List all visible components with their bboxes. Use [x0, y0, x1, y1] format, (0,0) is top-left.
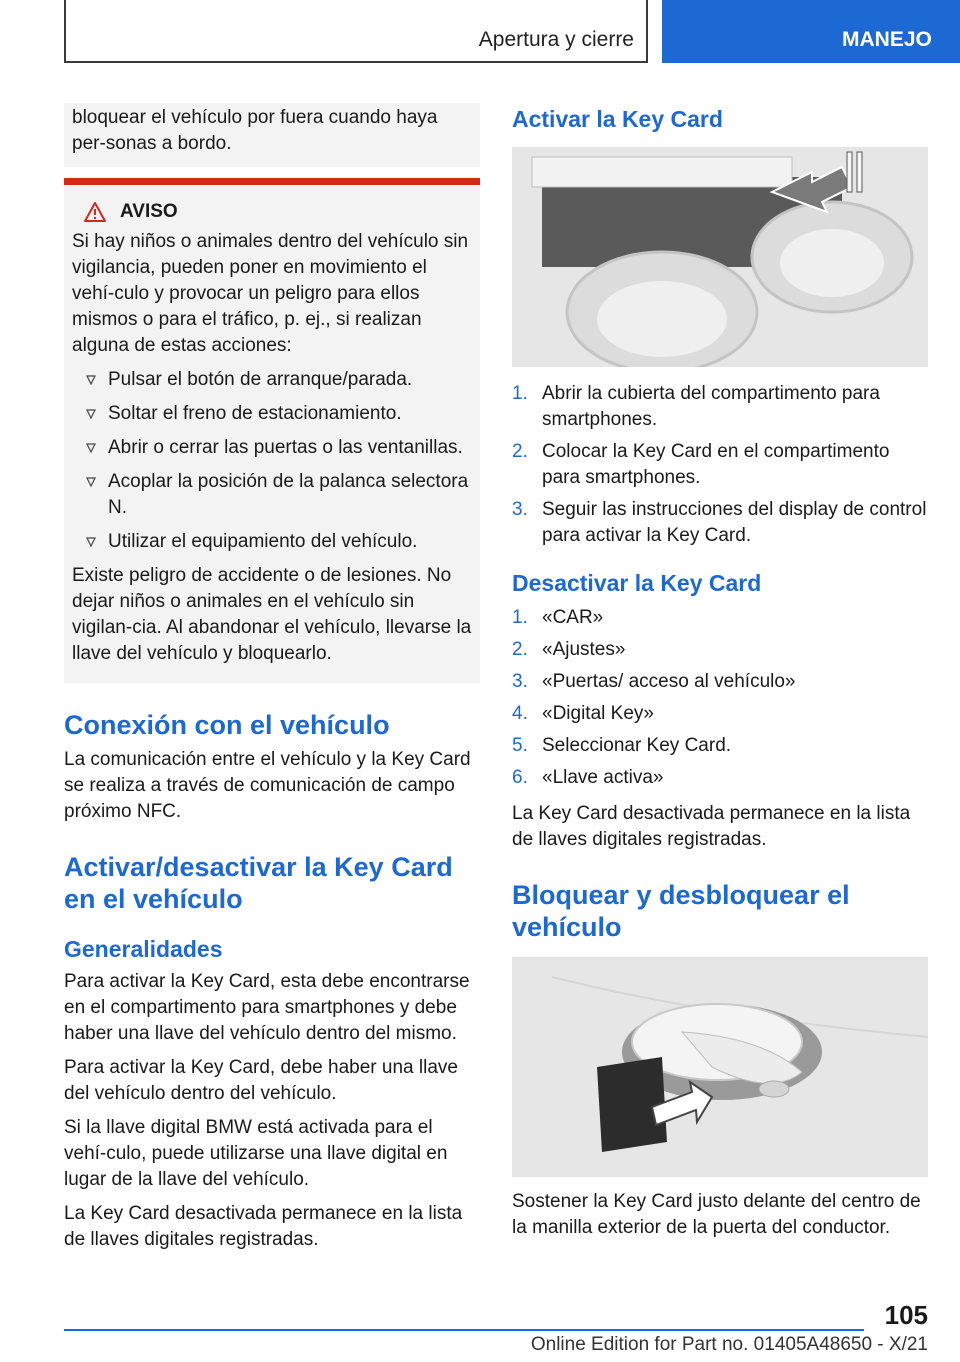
- paragraph-desactivar-note: La Key Card desactivada permanece en la lista de llaves digitales registradas.: [512, 803, 911, 850]
- warning-list: [72, 367, 472, 555]
- page-number: 105: [884, 1300, 928, 1330]
- illustration-caption: Sostener la Key Card justo delante del centro de la manilla exterior de la puerta del conductor.: [512, 1191, 921, 1238]
- step-item: 1. «CAR»: [512, 607, 604, 628]
- right-column: [512, 103, 928, 1249]
- step-item: 6. «Llave activa»: [512, 767, 664, 788]
- step-item: 3. Seguir las instrucciones del display de control para activar la Key Card.: [512, 499, 927, 546]
- triangle-bullet-icon: [86, 375, 96, 385]
- warning-list-item: Acoplar la posición de la palanca selectora N.: [72, 469, 472, 521]
- footer-divider: [64, 1329, 864, 1331]
- deactivation-steps: [512, 605, 928, 791]
- header-section-tab: [64, 0, 648, 63]
- warning-box: [64, 178, 480, 683]
- warning-triangle-icon: [84, 202, 106, 222]
- activation-steps: [512, 381, 928, 549]
- step-item: 1. Abrir la cubierta del compartimento para smartphones.: [512, 383, 880, 430]
- subheading-activar-key-card: Activar la Key Card: [512, 106, 723, 132]
- warning-heading: [84, 199, 472, 225]
- smartphone-compartment-illustration: [512, 147, 928, 367]
- step-item: 5. Seleccionar Key Card.: [512, 735, 732, 756]
- footer-edition: Online Edition for Part no. 01405A48650 - X/21: [530, 1334, 928, 1355]
- header-chapter-tab: MANEJO: [662, 0, 960, 63]
- warning-title: AVISO: [120, 201, 178, 222]
- warning-list-item: Abrir o cerrar las puertas o las ventanillas.: [72, 435, 472, 461]
- section-heading-activar-desactivar: Activar/desactivar la Key Card en el vehículo: [64, 852, 453, 914]
- triangle-bullet-icon: [86, 443, 96, 453]
- triangle-bullet-icon: [86, 477, 96, 487]
- paragraph: Para activar la Key Card, debe haber una llave del vehículo dentro del vehículo.: [64, 1057, 458, 1104]
- section-heading-conexion: Conexión con el vehículo: [64, 710, 390, 740]
- left-column: [64, 103, 480, 1261]
- subheading-generalidades: Generalidades: [64, 936, 223, 962]
- paragraph: Para activar la Key Card, esta debe encontrarse en el compartimento para smartphones y debe haber una llave del vehículo dentro del mismo.: [64, 971, 470, 1044]
- paragraph: Si la llave digital BMW está activada para el vehí-culo, puede utilizarse una llave digital en lugar de la llave del vehículo.: [64, 1117, 448, 1190]
- triangle-bullet-icon: [86, 537, 96, 547]
- paragraph-conexion: La comunicación entre el vehículo y la Key Card se realiza a través de comunicación de campo próximo NFC.: [64, 749, 471, 822]
- paragraph: La Key Card desactivada permanece en la lista de llaves digitales registradas.: [64, 1203, 463, 1250]
- warning-list-item: Soltar el freno de estacionamiento.: [72, 401, 472, 427]
- step-item: 4. «Digital Key»: [512, 703, 654, 724]
- step-item: 2. Colocar la Key Card en el compartimento para smartphones.: [512, 441, 890, 488]
- continued-note-text: bloquear el vehículo por fuera cuando haya per-sonas a bordo.: [72, 107, 438, 154]
- warning-outro: Existe peligro de accidente o de lesiones. No dejar niños o animales en el vehículo sin vigilan-cia. Al abandonar el vehículo, llevarse la llave del vehículo y bloquearlo.: [72, 565, 472, 664]
- warning-list-item: Pulsar el botón de arranque/parada.: [72, 367, 472, 393]
- header-section-title: Apertura y cierre: [478, 28, 634, 51]
- step-item: 2. «Ajustes»: [512, 639, 626, 660]
- triangle-bullet-icon: [86, 409, 96, 419]
- door-handle-illustration: [512, 957, 928, 1177]
- warning-list-item: Utilizar el equipamiento del vehículo.: [72, 529, 472, 555]
- continued-note-box: [64, 103, 480, 167]
- warning-intro: Si hay niños o animales dentro del vehículo sin vigilancia, pueden poner en movimiento el vehí-culo y provocar un peligro para ellos mismos o para el tráfico, p. ej., si realizan alguna de estas acciones:: [72, 231, 469, 356]
- step-item: 3. «Puertas/ acceso al vehículo»: [512, 671, 796, 692]
- section-heading-bloquear: Bloquear y desbloquear el vehículo: [512, 880, 850, 942]
- subheading-desactivar-key-card: Desactivar la Key Card: [512, 570, 762, 596]
